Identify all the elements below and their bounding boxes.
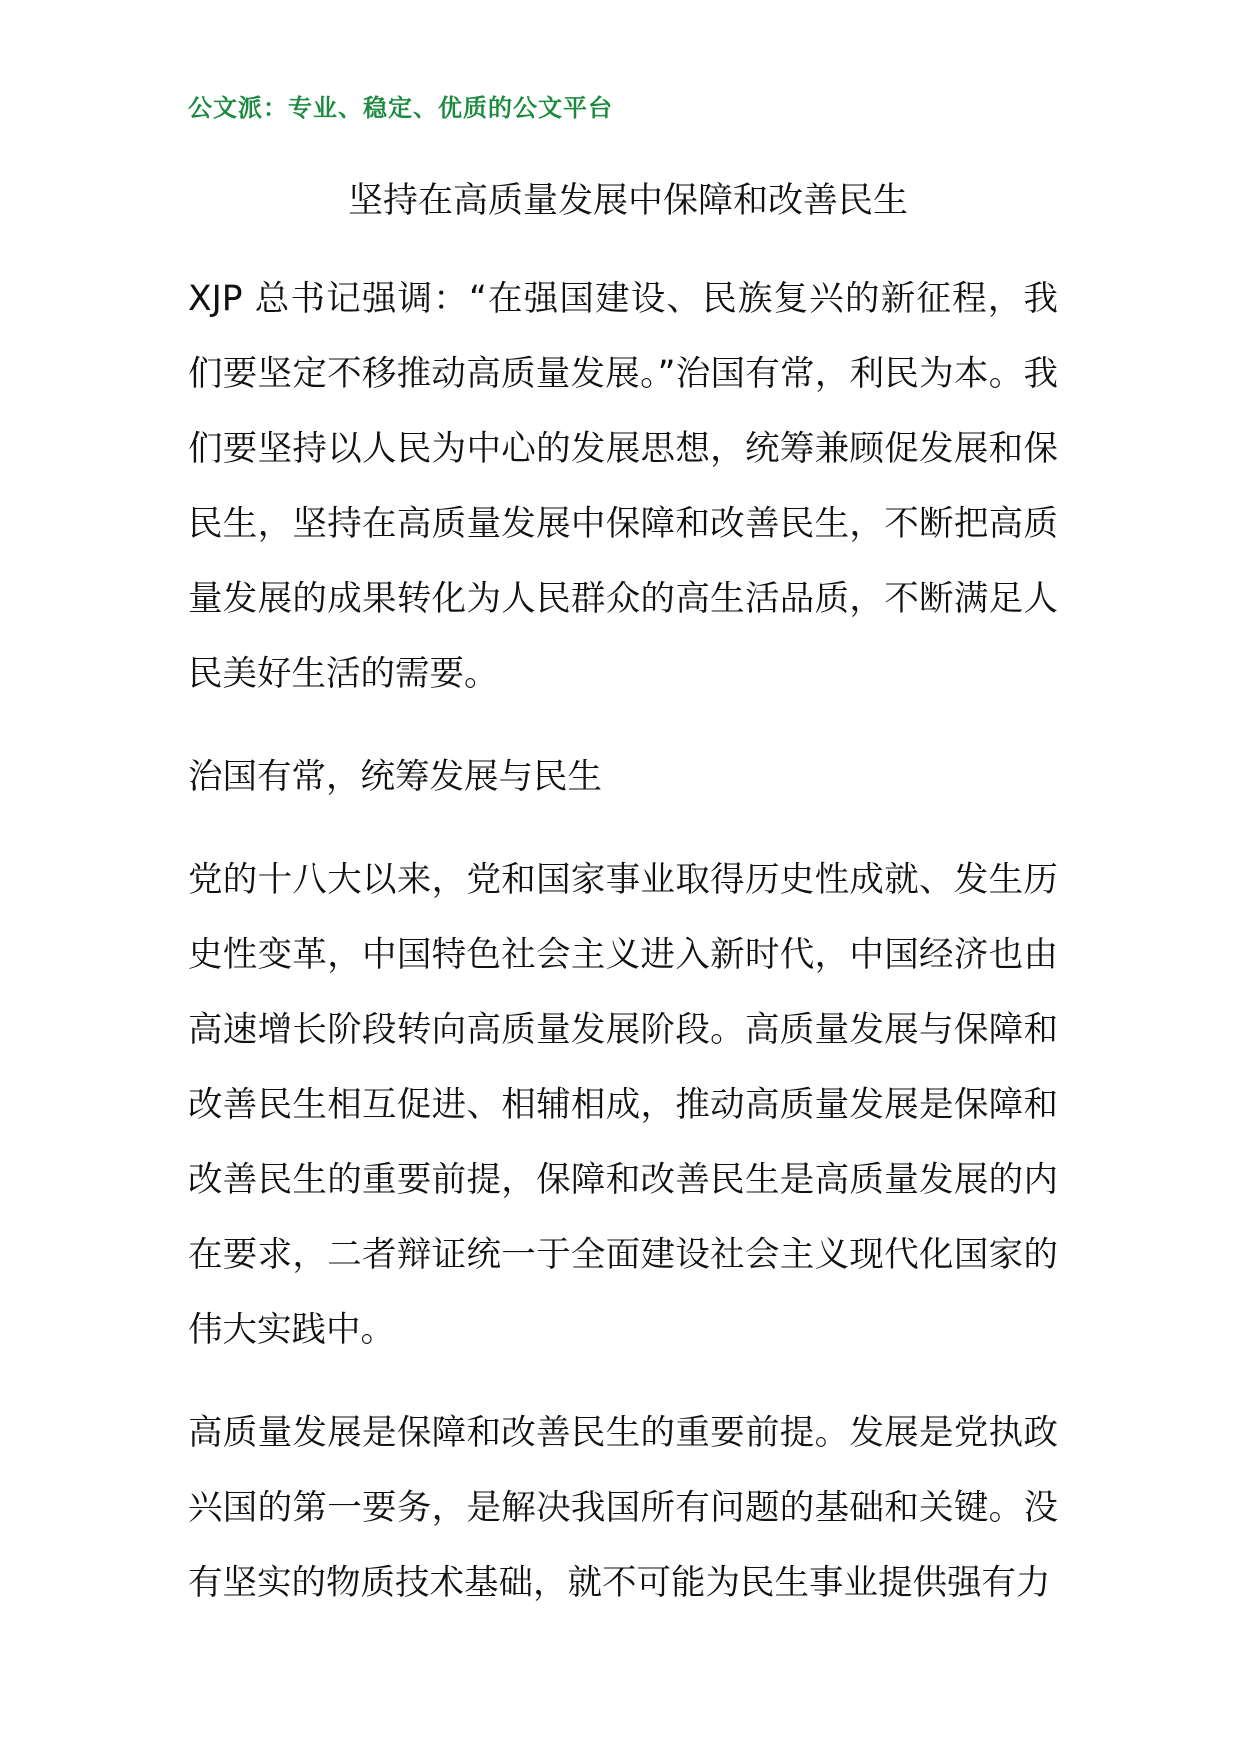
document-body (188, 262, 1058, 1649)
header-banner: 公文派：专业、稳定、优质的公文平台 (188, 94, 613, 122)
section-heading: 治国有常，统筹发展与民生 (188, 757, 602, 797)
document-title: 坚持在高质量发展中保障和改善民生 (347, 181, 908, 221)
intro-paragraph: XJP 总书记强调：“在强国建设、民族复兴的新征程，我们要坚定不移推动高质量发展。”治国有常，利民为本。我们要坚持以人民为中心的发展思想，统筹兼顾促发展和保民生，坚持在高质量发展中保障和改善民生，不断把高质量发展的成果转化为人民群众的高生活品质，不断满足人民美好生活的需要。 (188, 279, 1058, 694)
body-paragraph: 高质量发展是保障和改善民生的重要前提。发展是党执政兴国的第一要务，是解决我国所有问题的基础和关键。没有坚实的物质技术基础，就不可能为民生事业提供强有力 (188, 1413, 1058, 1603)
body-paragraph: 党的十八大以来，党和国家事业取得历史性成就、发生历史性变革，中国特色社会主义进入新时代，中国经济也由高速增长阶段转向高质量发展阶段。高质量发展与保障和改善民生相互促进、相辅相成，推动高质量发展是保障和改善民生的重要前提，保障和改善民生是高质量发展的内在要求，二者辩证统一于全面建设社会主义现代化国家的伟大实践中。 (188, 860, 1058, 1350)
